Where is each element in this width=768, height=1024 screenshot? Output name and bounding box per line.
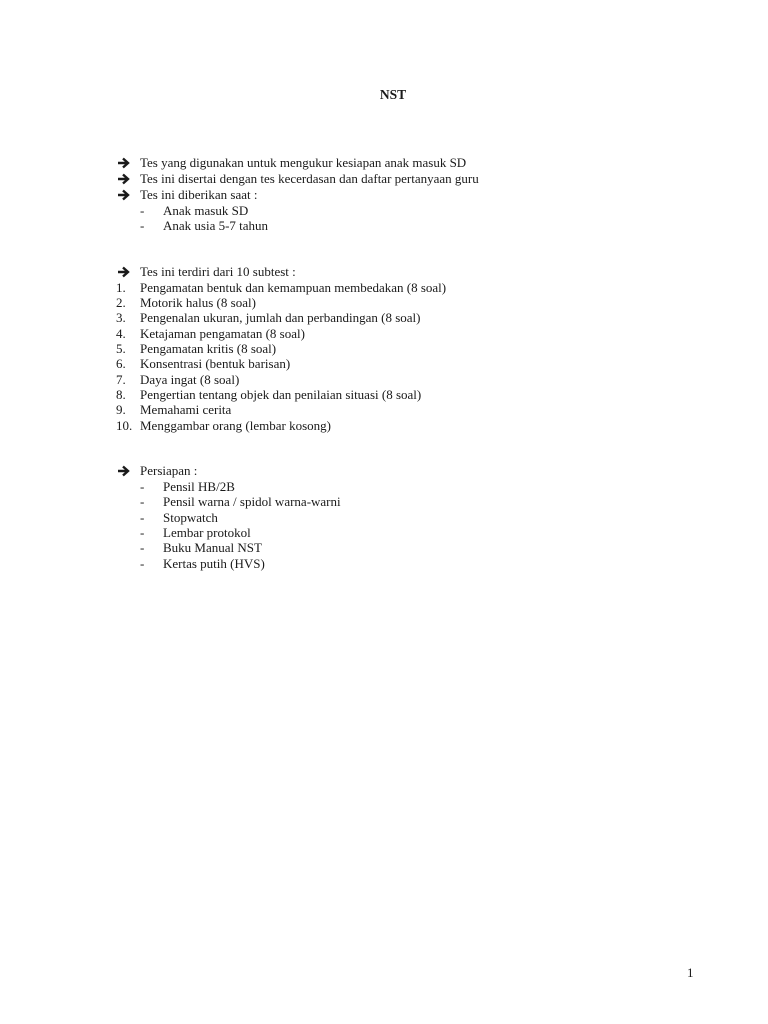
preparation-item-text: Buku Manual NST — [163, 540, 262, 555]
intro-sub-item-text: Anak masuk SD — [163, 203, 249, 218]
subtest-text: Pengenalan ukuran, jumlah dan perbandingan (8 soal) — [140, 310, 421, 325]
dash-marker: - — [140, 540, 145, 555]
subtest-number: 4. — [116, 326, 126, 341]
subtests-heading-text: Tes ini terdiri dari 10 subtest : — [140, 264, 296, 279]
intro-bullet-text: Tes yang digunakan untuk mengukur kesiapan anak masuk SD — [140, 155, 467, 170]
preparation-heading-text: Persiapan : — [140, 463, 198, 478]
arrow-right-icon — [116, 187, 132, 203]
arrow-right-icon — [116, 155, 132, 171]
intro-bullet-text: Tes ini disertai dengan tes kecerdasan dan daftar pertanyaan guru — [140, 171, 479, 186]
subtest-number: 6. — [116, 356, 126, 371]
dash-marker: - — [140, 556, 145, 571]
subtest-text: Pengamatan bentuk dan kemampuan membedakan (8 soal) — [140, 280, 447, 295]
arrow-right-icon — [116, 264, 132, 280]
preparation-item-text: Stopwatch — [163, 510, 218, 525]
subtest-number: 2. — [116, 295, 126, 310]
preparation-item-text: Lembar protokol — [163, 525, 251, 540]
subtest-number: 7. — [116, 372, 126, 387]
preparation-item-text: Kertas putih (HVS) — [163, 556, 265, 571]
intro-sub-item-text: Anak usia 5-7 tahun — [163, 218, 269, 233]
subtest-number: 5. — [116, 341, 126, 356]
dash-marker: - — [140, 510, 145, 525]
subtest-number: 8. — [116, 387, 126, 402]
subtest-text: Menggambar orang (lembar kosong) — [140, 418, 331, 433]
subtest-text: Memahami cerita — [140, 402, 232, 417]
subtest-text: Pengamatan kritis (8 soal) — [140, 341, 277, 356]
page-number: 1 — [687, 965, 694, 980]
subtest-text: Konsentrasi (bentuk barisan) — [140, 356, 291, 371]
subtest-number: 9. — [116, 402, 126, 417]
arrow-right-icon — [116, 463, 132, 479]
preparation-item-text: Pensil HB/2B — [163, 479, 235, 494]
dash-marker: - — [140, 479, 145, 494]
document-title: NST — [379, 87, 407, 102]
subtest-text: Motorik halus (8 soal) — [140, 295, 256, 310]
arrow-right-icon — [116, 171, 132, 187]
intro-bullet-text: Tes ini diberikan saat : — [140, 187, 258, 202]
dash-marker: - — [140, 525, 145, 540]
dash-marker: - — [140, 203, 145, 218]
subtest-number: 10. — [116, 418, 133, 433]
subtest-number: 1. — [116, 280, 126, 295]
subtest-number: 3. — [116, 310, 126, 325]
subtest-text: Ketajaman pengamatan (8 soal) — [140, 326, 305, 341]
subtest-text: Daya ingat (8 soal) — [140, 372, 240, 387]
dash-marker: - — [140, 494, 145, 509]
dash-marker: - — [140, 218, 145, 233]
preparation-item-text: Pensil warna / spidol warna-warni — [163, 494, 341, 509]
subtest-text: Pengertian tentang objek dan penilaian situasi (8 soal) — [140, 387, 422, 402]
